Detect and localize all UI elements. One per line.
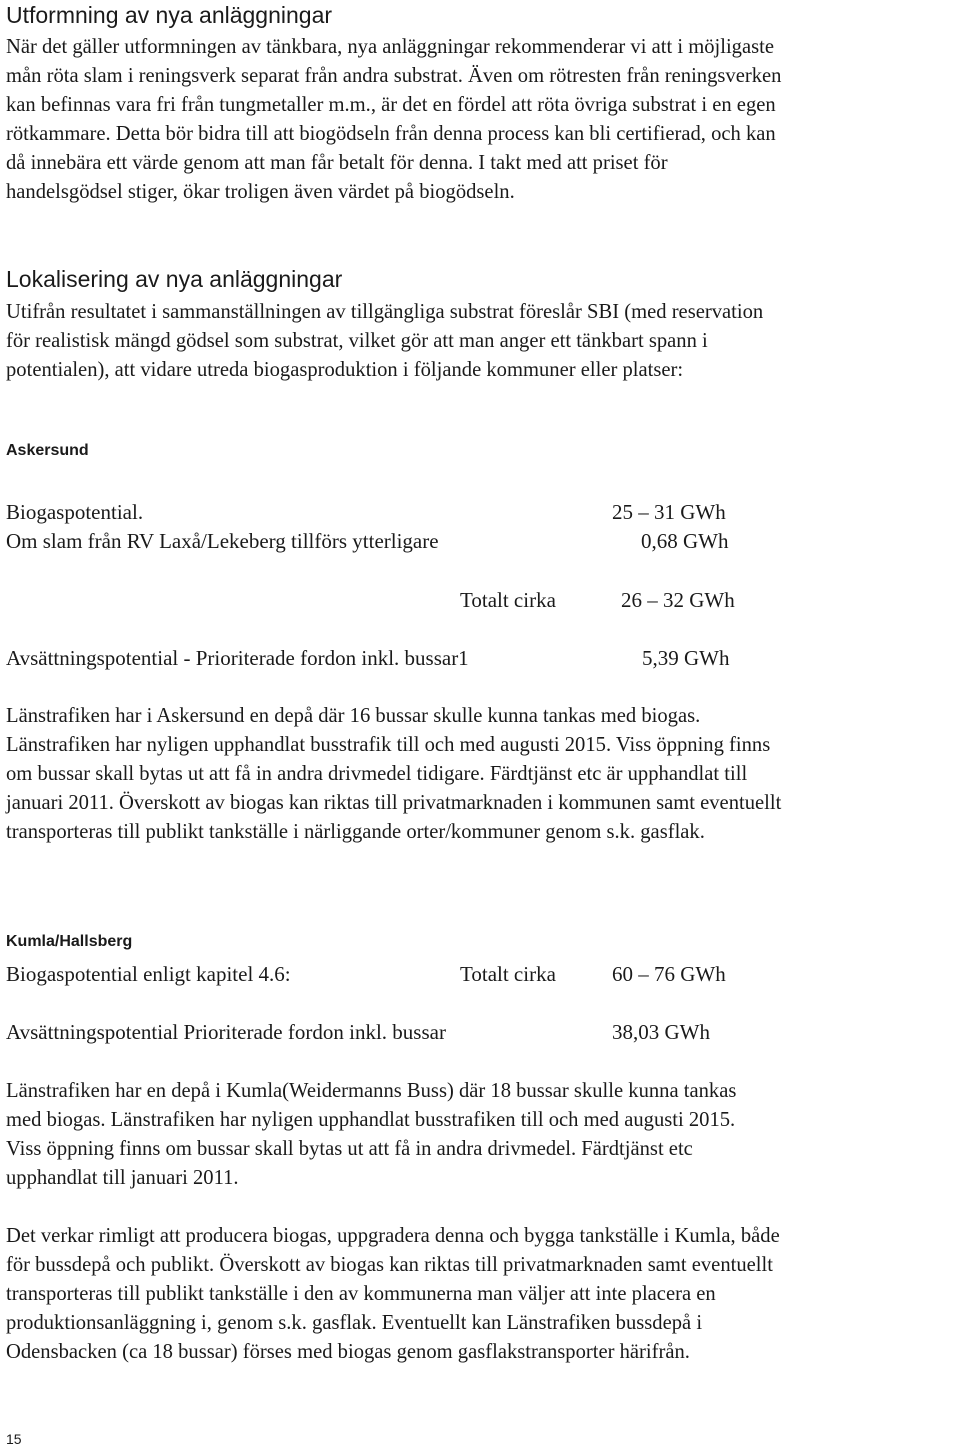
askersund-row-value: 0,68 GWh	[641, 529, 729, 553]
paragraph-lokalisering	[6, 298, 763, 385]
text-line: mån röta slam i reningsverk separat från andra substrat. Även om rötresten från reningsverken	[6, 65, 782, 87]
kumla-total-label: Totalt cirka	[460, 962, 556, 986]
text-line: Det verkar rimligt att producera biogas, uppgradera denna och bygga tankställe i Kumla, både	[6, 1225, 780, 1247]
paragraph-kumla-2	[6, 1222, 780, 1367]
text-line: för realistisk mängd gödsel som substrat, vilket gör att man anger ett tänkbart spann i	[6, 330, 708, 352]
kumla-row-value: 38,03 GWh	[612, 1020, 710, 1044]
text-line: Länstrafiken har en depå i Kumla(Weidermanns Buss) där 18 bussar skulle kunna tankas	[6, 1080, 737, 1102]
kumla-row-value: 60 – 76 GWh	[612, 962, 726, 986]
paragraph-utformning	[6, 33, 781, 207]
text-line: Odensbacken (ca 18 bussar) förses med biogas genom gasflakstransporter härifrån.	[6, 1341, 690, 1363]
askersund-total-label: Totalt cirka	[460, 588, 556, 612]
text-line: Länstrafiken har nyligen upphandlat busstrafik till och med augusti 2015. Viss öppning finns	[6, 734, 771, 756]
subheading-kumla-hallsberg: Kumla/Hallsberg	[6, 933, 133, 950]
askersund-row-value: 5,39 GWh	[642, 646, 730, 670]
heading-lokalisering: Lokalisering av nya anläggningar	[6, 266, 343, 292]
askersund-total-value: 26 – 32 GWh	[621, 588, 735, 612]
text-line: med biogas. Länstrafiken har nyligen upphandlat busstrafiken till och med augusti 2015.	[6, 1109, 736, 1131]
text-line: potentialen), att vidare utreda biogasproduktion i följande kommuner eller platser:	[6, 359, 684, 381]
subheading-askersund: Askersund	[6, 442, 89, 459]
text-line: januari 2011. Överskott av biogas kan riktas till privatmarknaden i kommunen samt eventuellt	[6, 792, 782, 814]
text-line: upphandlat till januari 2011.	[6, 1167, 239, 1189]
askersund-row-label: Biogaspotential.	[6, 500, 144, 524]
text-line: om bussar skall bytas ut att få in andra drivmedel tidigare. Färdtjänst etc är upphandlat till	[6, 763, 748, 785]
paragraph-askersund	[6, 702, 781, 847]
askersund-row-value: 25 – 31 GWh	[612, 500, 726, 524]
heading-utformning: Utformning av nya anläggningar	[6, 2, 333, 28]
kumla-row-label: Avsättningspotential Prioriterade fordon inkl. bussar	[6, 1020, 446, 1044]
text-line: När det gäller utformningen av tänkbara, nya anläggningar rekommenderar vi att i möjligaste	[6, 36, 774, 58]
text-line: Länstrafiken har i Askersund en depå där 16 bussar skulle kunna tankas med biogas.	[6, 705, 701, 727]
paragraph-kumla-1	[6, 1077, 736, 1193]
text-line: rötkammare. Detta bör bidra till att biogödseln från denna process kan bli certifierad, och kan	[6, 123, 776, 145]
text-line: kan befinnas vara fri från tungmetaller m.m., är det en fördel att röta övriga substrat i en egen	[6, 94, 776, 116]
askersund-row-label: Om slam från RV Laxå/Lekeberg tillförs ytterligare	[6, 529, 439, 553]
text-line: transporteras till publikt tankställe i den av kommunerna man väljer att inte placera en	[6, 1283, 716, 1305]
text-line: Utifrån resultatet i sammanställningen av tillgängliga substrat föreslår SBI (med reservation	[6, 301, 764, 323]
page-number: 15	[6, 1431, 22, 1447]
text-line: transporteras till publikt tankställe i närliggande orter/kommuner genom s.k. gasflak.	[6, 821, 705, 843]
text-line: för bussdepå och publikt. Överskott av biogas kan riktas till privatmarknaden samt eventuellt	[6, 1254, 773, 1276]
kumla-row-label: Biogaspotential enligt kapitel 4.6:	[6, 962, 291, 986]
text-line: handelsgödsel stiger, ökar troligen även värdet på biogödseln.	[6, 181, 515, 203]
text-line: Viss öppning finns om bussar skall bytas ut att få in andra drivmedel. Färdtjänst etc	[6, 1138, 693, 1160]
askersund-row-label: Avsättningspotential - Prioriterade fordon inkl. bussar1	[6, 646, 469, 670]
text-line: då innebära ett värde genom att man får betalt för denna. I takt med att priset för	[6, 152, 668, 174]
text-line: produktionsanläggning i, genom s.k. gasflak. Eventuellt kan Länstrafiken bussdepå i	[6, 1312, 703, 1334]
